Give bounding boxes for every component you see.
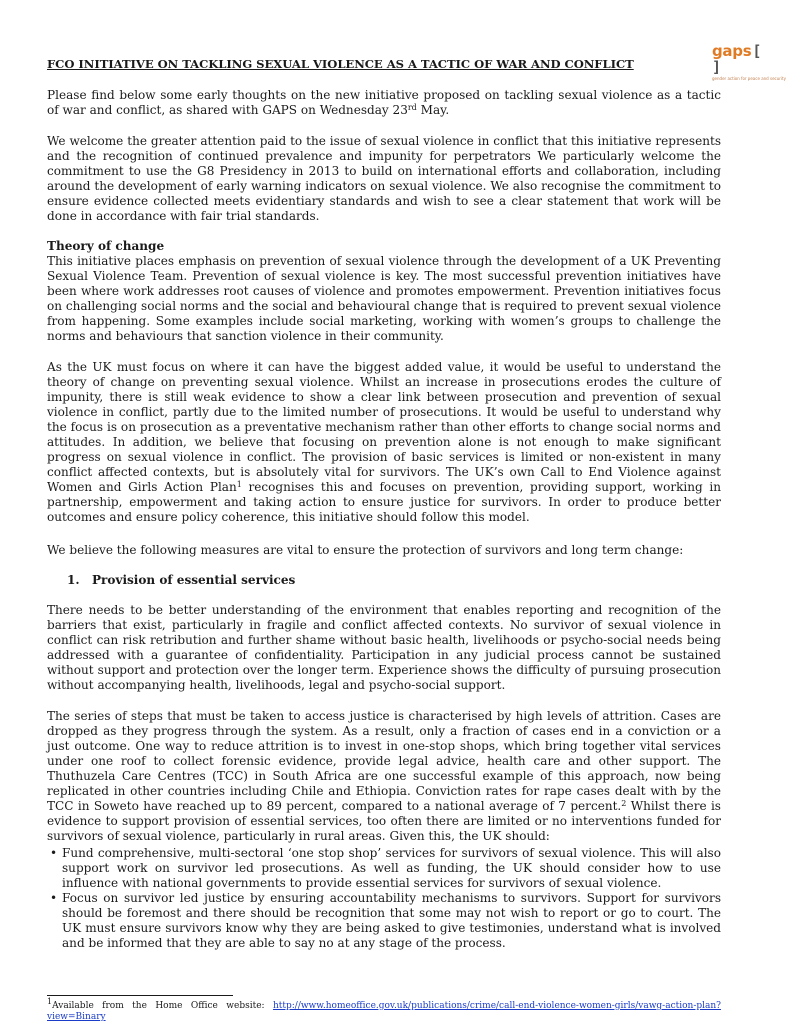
logo-bracket: [ ] bbox=[712, 42, 762, 76]
document-title: FCO INITIATIVE ON TACKLING SEXUAL VIOLENCE AS A TACTIC OF WAR AND CONFLICT bbox=[47, 57, 634, 71]
document-page bbox=[47, 0, 786, 1024]
logo-tagline: gender action for peace and security bbox=[712, 76, 786, 81]
theory-of-change-heading: Theory of change bbox=[47, 239, 165, 253]
list-item: • Focus on survivor led justice by ensuring accountability mechanisms to survivors. Support for survivors should be foremost and there should be recognition that some may not wish to report or go to court. The UK must ensure survivors know why they are being asked to give testimonies, understand what is involved and be informed that they are able to say no at any stage of the process. bbox=[47, 891, 721, 951]
footnote-divider bbox=[47, 995, 233, 996]
section-number: 1. bbox=[67, 573, 80, 587]
footnote-ref-2[interactable]: 2 bbox=[621, 799, 627, 808]
attrition-paragraph: The series of steps that must be taken to access justice is characterised by high levels of attrition. Cases are dropped as they progress through the system. As a result, only a fraction of cases end in a conviction or a just outcome. One way to reduce attrition is to invest in one-stop shops, which bring together vital services under one roof to collect forensic evidence, provide legal advice, health care and other support. The Thuthuzela Care Centres (TCC) in South Africa are one successful example of this approach, now being replicated in other countries including Chile and Ethiopia. Conviction rates for rape cases dealt with by the TCC in Soweto have reached up to 89 percent, compared to a national average of 7 percent.$^2$ Whilst there is evidence to support provision of essential services, too often there are limited or no interventions funded for survivors of sexual violence, particularly in rural areas. Given this, the UK should: bbox=[47, 709, 721, 843]
welcome-paragraph: We welcome the greater attention paid to the issue of sexual violence in conflict that this initiative represents and the recognition of continued prevalence and impunity for perpetrators We particularly welcome the commitment to use the G8 Presidency in 2013 to build on international efforts and collaboration, including around the development of early warning indicators on sexual violence. We also recognise the commitment to ensure evidence collected meets evidentiary standards and wish to see a clear statement that work will be done in accordance with fair trial standards. bbox=[47, 134, 721, 223]
measures-paragraph: We believe the following measures are vital to ensure the protection of survivors and long term change: bbox=[47, 543, 684, 557]
barriers-paragraph: There needs to be better understanding of the environment that enables reporting and recognition of the barriers that exist, particularly in fragile and conflict affected contexts. No survivor of sexual violence in conflict can risk retribution and further shame without basic health, livelihoods or psycho-social needs being addressed with a guarantee of confidentiality. Participation in any judicial process cannot be sustained without support and protection over the longer term. Experience shows the difficulty of pursuing prosecution without accompanying health, livelihoods, legal and psycho-social support. bbox=[47, 603, 721, 692]
recommendations-list bbox=[47, 846, 721, 951]
footnote-1: $^1$Available from the Home Office website: http://www.homeoffice.gov.uk/publications/crime/call-end-violence-women-girls/vawg-action-plan?view=Binary bbox=[47, 997, 721, 1022]
home-office-link[interactable]: http://www.homeoffice.gov.uk/publications/crime/call-end-violence-women-girls/vawg-action-plan?view=Binary bbox=[47, 1001, 721, 1022]
section-1-heading: 1. Provision of essential services bbox=[67, 573, 296, 587]
intro-paragraph: Please find below some early thoughts on the new initiative proposed on tackling sexual violence as a tactic of war and conflict, as shared with GAPS on Wednesday 23rd May. bbox=[47, 88, 721, 117]
footnote-ref-1[interactable]: 1 bbox=[236, 480, 242, 489]
date-suffix: rd bbox=[407, 103, 417, 112]
logo-word: gaps bbox=[712, 42, 752, 60]
gaps-logo bbox=[712, 42, 786, 81]
list-item: • Fund comprehensive, multi-sectoral ‘one stop shop’ services for survivors of sexual violence. This will also support work on survivor led prosecutions. As well as funding, the UK should consider how to use influence with national governments to provide essential services for survivors of sexual violence. bbox=[47, 846, 721, 891]
uk-value-paragraph: As the UK must focus on where it can have the biggest added value, it would be useful to understand the theory of change on preventing sexual violence. Whilst an increase in prosecutions erodes the culture of impunity, there is still weak evidence to show a clear link between prosecution and prevention of sexual violence in conflict, partly due to the limited number of prosecutions. It would be useful to understand why the focus is on prosecution as a preventative mechanism rather than other efforts to change social norms and attitudes. In addition, we believe that focusing on prevention alone is not enough to make significant progress on sexual violence in conflict. The provision of basic services is limited or non-existent in many conflict affected contexts, but is absolutely vital for survivors. The UK’s own Call to End Violence against Women and Girls Action Plan$^1$ recognises this and focuses on prevention, providing support, working in partnership, empowerment and taking action to ensure justice for survivors. In order to produce better outcomes and ensure policy coherence, this initiative should follow this model. bbox=[47, 360, 722, 524]
theory-paragraph: This initiative places emphasis on prevention of sexual violence through the development of a UK Preventing Sexual Violence Team. Prevention of sexual violence is key. The most successful prevention initiatives have been where work addresses root causes of violence and promotes empowerment. Prevention initiatives focus on challenging social norms and the social and behavioural change that is required to prevent sexual violence from happening. Some examples include social marketing, working with women’s groups to challenge the norms and behaviours that sanction violence in their community. bbox=[47, 254, 721, 343]
